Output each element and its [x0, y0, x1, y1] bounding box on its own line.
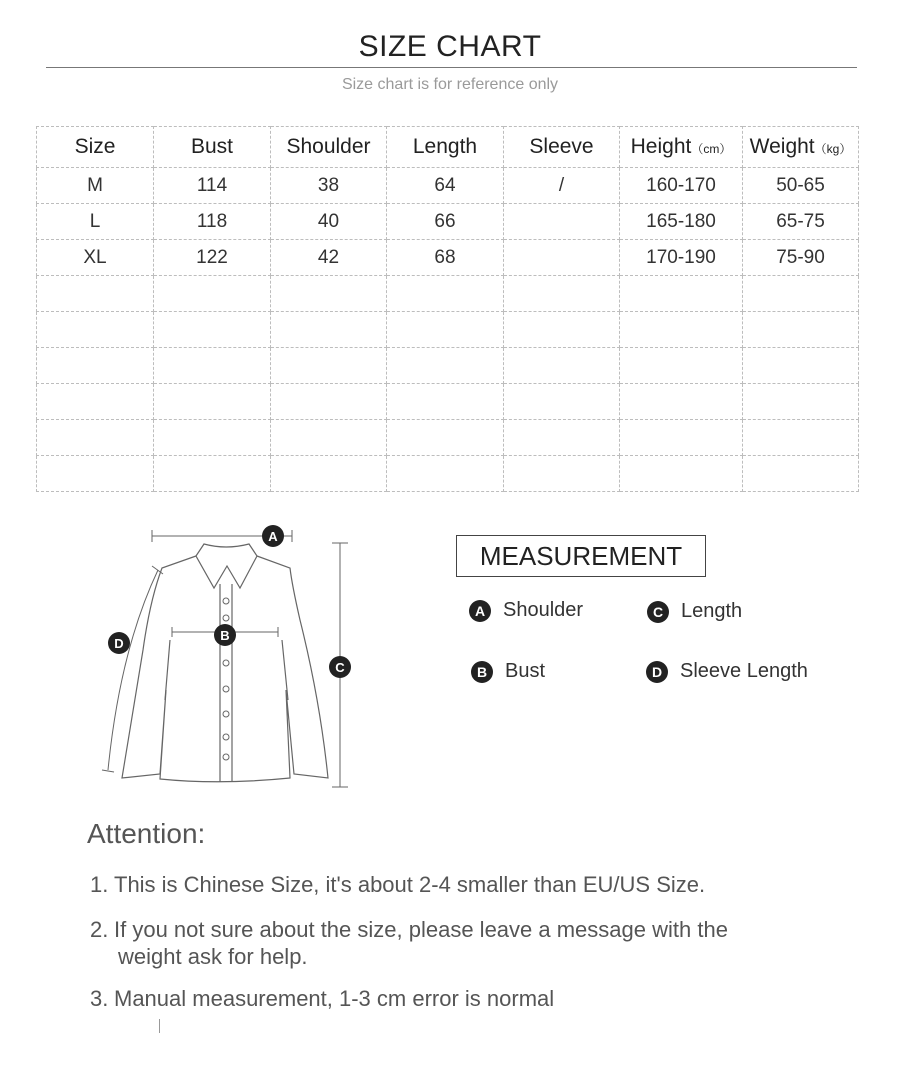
header-weight: Weight（kg）: [743, 127, 859, 168]
cell-weight: [743, 276, 859, 312]
svg-text:B: B: [220, 628, 230, 643]
legend-label: Bust: [505, 660, 546, 682]
cell-shoulder: [271, 312, 387, 348]
marker-d: [108, 632, 130, 654]
cell-height: 160-170: [620, 168, 743, 204]
cell-bust: [154, 312, 271, 348]
title-divider: [46, 67, 857, 68]
table-header-row: [37, 127, 859, 168]
legend-badge-b: B: [471, 661, 493, 683]
marker-c: [329, 656, 351, 678]
cell-bust: [154, 348, 271, 384]
measurement-heading: MEASUREMENT: [456, 535, 706, 577]
stray-mark: [159, 1019, 160, 1033]
cell-sleeve: [504, 276, 620, 312]
cell-sleeve: [504, 240, 620, 276]
cell-weight: 65-75: [743, 204, 859, 240]
cell-bust: 122: [154, 240, 271, 276]
cell-size: [37, 312, 154, 348]
cell-sleeve: [504, 420, 620, 456]
note-text: If you not sure about the size, please leave a message with the: [114, 917, 728, 942]
cell-sleeve: [504, 312, 620, 348]
cell-sleeve: /: [504, 168, 620, 204]
cell-height: 170-190: [620, 240, 743, 276]
cell-size: L: [37, 204, 154, 240]
cell-length: [387, 348, 504, 384]
cell-length: 64: [387, 168, 504, 204]
table-row: [37, 384, 859, 420]
page-title: SIZE CHART: [358, 30, 542, 63]
svg-text:A: A: [268, 529, 278, 544]
shirt-diagram: [90, 515, 370, 805]
table-row: [37, 420, 859, 456]
cell-length: 68: [387, 240, 504, 276]
cell-weight: [743, 312, 859, 348]
note-text: Manual measurement, 1-3 cm error is normal: [114, 986, 555, 1011]
shirt-buttons: [223, 598, 229, 760]
cell-shoulder: 40: [271, 204, 387, 240]
header-bust: Bust: [154, 127, 271, 168]
table-row: [37, 204, 859, 240]
cell-size: [37, 384, 154, 420]
cell-shoulder: [271, 420, 387, 456]
legend-badge-d: D: [646, 661, 668, 683]
cell-size: [37, 276, 154, 312]
cell-shoulder: [271, 384, 387, 420]
cell-weight: 50-65: [743, 168, 859, 204]
cell-shoulder: [271, 348, 387, 384]
cell-bust: [154, 456, 271, 492]
legend-bust: [471, 660, 545, 683]
cell-length: [387, 420, 504, 456]
legend-badge-c: C: [647, 601, 669, 623]
cell-shoulder: [271, 276, 387, 312]
cell-height: [620, 312, 743, 348]
table-row: [37, 240, 859, 276]
cell-bust: 118: [154, 204, 271, 240]
cell-shoulder: [271, 456, 387, 492]
cell-height: [620, 420, 743, 456]
marker-a: [262, 525, 284, 547]
note-1: [90, 871, 705, 898]
cell-size: [37, 456, 154, 492]
page-subtitle: Size chart is for reference only: [341, 76, 559, 93]
cell-bust: 114: [154, 168, 271, 204]
cell-weight: 75-90: [743, 240, 859, 276]
cell-weight: [743, 384, 859, 420]
legend-label: Shoulder: [503, 599, 584, 621]
cell-bust: [154, 384, 271, 420]
cell-bust: [154, 420, 271, 456]
note-number: 3.: [90, 986, 109, 1011]
cell-sleeve: [504, 204, 620, 240]
cell-bust: [154, 276, 271, 312]
note-text-continued: weight ask for help.: [118, 944, 308, 969]
cell-length: [387, 276, 504, 312]
cell-size: M: [37, 168, 154, 204]
cell-weight: [743, 348, 859, 384]
attention-heading: Attention:: [87, 818, 206, 849]
header-height: Height（cm）: [620, 127, 743, 168]
cell-shoulder: 42: [271, 240, 387, 276]
cell-sleeve: [504, 384, 620, 420]
header-shoulder: Shoulder: [271, 127, 387, 168]
note-3: [90, 985, 554, 1012]
note-number: 1.: [90, 872, 109, 897]
marker-b: [214, 624, 236, 646]
cell-height: [620, 384, 743, 420]
table-row: [37, 276, 859, 312]
header-height-unit: （cm）: [691, 142, 732, 156]
table-row: [37, 456, 859, 492]
cell-size: XL: [37, 240, 154, 276]
cell-length: [387, 312, 504, 348]
legend-shoulder: [469, 599, 583, 622]
legend-label: Length: [681, 600, 743, 622]
table-row: [37, 168, 859, 204]
legend-label: Sleeve Length: [680, 660, 808, 682]
header-size: Size: [37, 127, 154, 168]
cell-size: [37, 348, 154, 384]
cell-weight: [743, 456, 859, 492]
cell-height: [620, 276, 743, 312]
table-row: [37, 312, 859, 348]
cell-length: [387, 456, 504, 492]
note-text: This is Chinese Size, it's about 2-4 smaller than EU/US Size.: [114, 872, 706, 897]
cell-size: [37, 420, 154, 456]
cell-sleeve: [504, 348, 620, 384]
note-2: [90, 916, 728, 970]
svg-text:D: D: [114, 636, 124, 651]
cell-sleeve: [504, 456, 620, 492]
svg-text:C: C: [335, 660, 345, 675]
legend-length: [647, 600, 742, 623]
cell-length: 66: [387, 204, 504, 240]
header-sleeve: Sleeve: [504, 127, 620, 168]
table-row: [37, 348, 859, 384]
cell-weight: [743, 420, 859, 456]
legend-badge-a: A: [469, 600, 491, 622]
note-number: 2.: [90, 917, 109, 942]
size-table: [36, 126, 859, 492]
cell-height: 165-180: [620, 204, 743, 240]
cell-shoulder: 38: [271, 168, 387, 204]
legend-sleeve-length: [646, 660, 808, 683]
header-length: Length: [387, 127, 504, 168]
header-weight-unit: （kg）: [814, 142, 852, 156]
cell-length: [387, 384, 504, 420]
cell-height: [620, 456, 743, 492]
cell-height: [620, 348, 743, 384]
